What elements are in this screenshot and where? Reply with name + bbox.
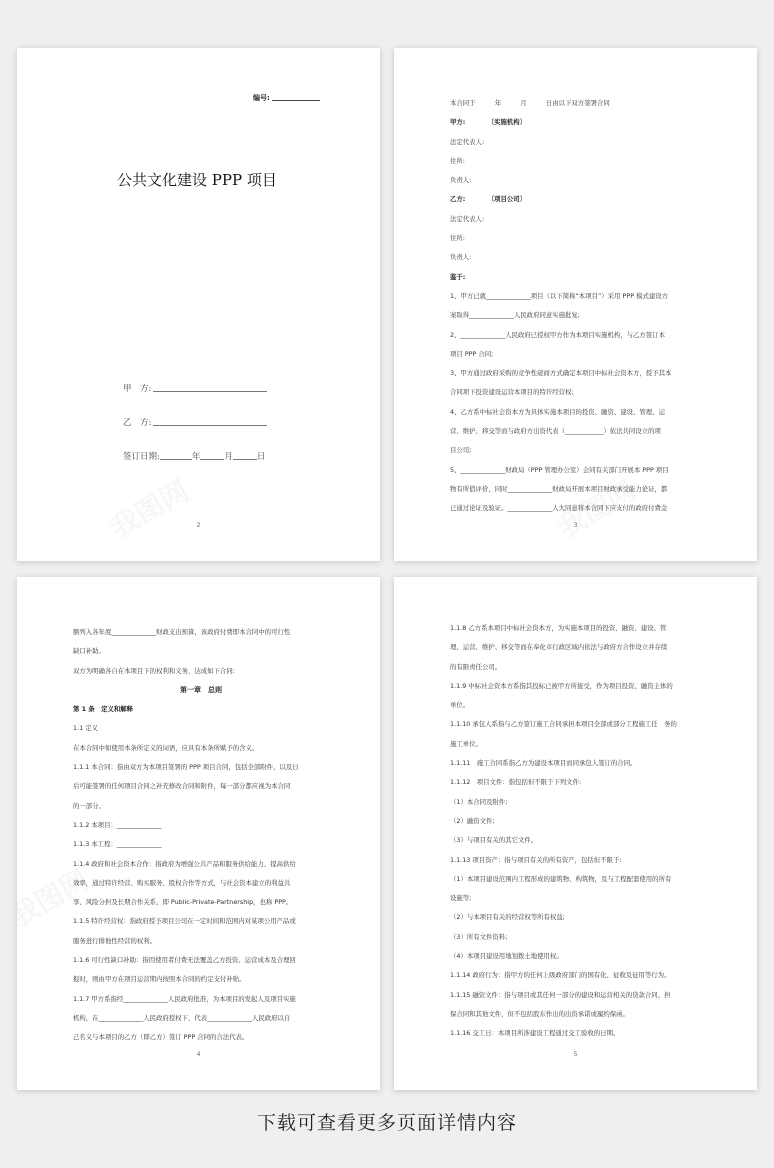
- text-line: 报时，则由甲方在项目运营期内按照本合同的约定支付补贴。: [73, 975, 246, 984]
- page-number: 4: [196, 1051, 201, 1058]
- text-line: 法定代表人:: [450, 137, 485, 146]
- text-line: 2、______________人民政府已授权甲方作为本项目实施机构，与乙方签订本: [450, 330, 665, 339]
- text-line: 服务进行排他性经营的权利。: [73, 936, 157, 945]
- text-line: 己名义与本项目的乙方（即乙方）签订 PPP 合同的合法代表。: [73, 1033, 249, 1042]
- day-label: 日: [256, 452, 266, 462]
- text-line: 法定代表人:: [450, 214, 485, 223]
- text-line: （4）本项目建设用地划拨土地使用权。: [450, 952, 563, 961]
- page-3: [394, 48, 757, 561]
- bold-text-line: 鉴于:: [450, 272, 466, 281]
- year-label: 年: [191, 452, 201, 462]
- download-more-caption: 下载可查看更多页面详情内容: [256, 1112, 517, 1134]
- sign-date-label: 签订日期:: [123, 452, 160, 462]
- text-line: 的有限责任公司。: [450, 662, 502, 671]
- text-line: 效率，通过特许经营、购买服务、股权合作等方式，与社会资本建立的利益共: [73, 878, 291, 887]
- text-line: 理、运营、维护、移交等而在奉化市行政区域内依法与政府方合作设立并存续: [450, 643, 668, 652]
- page-text: [450, 619, 706, 1044]
- text-line: 1.1 定义: [73, 724, 98, 733]
- page-text: [73, 623, 329, 1048]
- contract-code: [253, 93, 320, 103]
- page-number: 3: [573, 522, 578, 529]
- text-line: （3）与项目有关的其它文件。: [450, 836, 538, 845]
- text-line: 已通过论证及验证。______________人大同意将本合同下应支付的政府付费金: [450, 504, 668, 513]
- text-line: 合同项下投资建设运营本项目的特许经营权;: [450, 388, 574, 397]
- sign-date-row: [123, 450, 265, 462]
- party-b-label: 乙 方:: [123, 418, 152, 428]
- text-line: 设施等;: [450, 894, 472, 903]
- text-line: 1.1.12 项目文件：指包括但不限于下列文件:: [450, 778, 582, 787]
- text-line: 保合同和其他文件，但不包括股东作出的出资承诺或履约保函。: [450, 1009, 629, 1018]
- text-line: 1.1.8 乙方系本项目中标社会资本方，为实施本项目的投资、融资、建设、管: [450, 624, 667, 632]
- day-line: [233, 459, 257, 460]
- party-a-line: [153, 391, 267, 392]
- text-line: 案取得______________人民政府同意实施批复;: [450, 311, 580, 320]
- text-line: 负责人:: [450, 253, 472, 262]
- page-4: [17, 577, 380, 1090]
- text-line: 3、甲方通过政府采购的竞争性磋商方式确定本项目中标社会资本方，授予其本: [450, 369, 672, 378]
- text-line: （3）所有文件资料;: [450, 932, 508, 941]
- chapter-heading: 第一章 总则: [180, 685, 222, 694]
- text-line: （2）融资文件;: [450, 816, 495, 825]
- page-number: 2: [196, 522, 201, 529]
- text-line: 机构，在______________人民政府授权下，代表______________人民政府以自: [73, 1013, 291, 1022]
- text-line: 1.1.2 本项目：______________: [73, 820, 162, 829]
- text-line: 的一部分。: [73, 801, 105, 810]
- text-line: 1.1.3 本工程：______________: [73, 840, 162, 849]
- text-line: 住所:: [450, 156, 465, 165]
- text-line: 1.1.1 本合同：指由双方为本项目签署的 PPP 项目合同，包括全部附件，以及日: [73, 763, 299, 772]
- party-a-label: 甲 方:: [123, 384, 152, 394]
- text-line: 1.1.13 项目资产：指与项目有关的所有资产，包括但不限于:: [450, 855, 622, 864]
- text-line: 1.1.11 施工合同系指乙方为建设本项目而同承包人签订的合同。: [450, 759, 637, 768]
- text-line: 额列入各年度______________财政支出预算，该政府付费即本合同中的可行性: [73, 628, 291, 636]
- text-line: 单位。: [450, 701, 470, 710]
- text-line: 物有所值评价，同时______________财政局开展本项目财政承受能力论证，都: [450, 484, 668, 493]
- text-line: 本合同于 年 月 日由以下双方签署合同: [450, 99, 610, 107]
- text-line: 在本合同中如使用本条所定义的词语，应具有本条所赋予的含义。: [73, 743, 259, 752]
- month-label: 月: [224, 452, 233, 462]
- bold-text-line: 第 1 条 定义和解释: [73, 705, 134, 714]
- text-line: 双方为明确各自在本项目下的权利和义务，达成如下合同:: [73, 666, 235, 675]
- text-line: 项目 PPP 合同;: [450, 349, 494, 358]
- party-a-row: [123, 382, 267, 394]
- text-line: 1.1.15 融资文件：指与项目或其任何一部分的建设和运营相关的贷款合同、担: [450, 990, 671, 999]
- bold-text-line: 乙方: 〔项目公司〕: [450, 195, 527, 204]
- page-5: [394, 577, 757, 1090]
- month-line: [200, 459, 224, 460]
- page-text: [450, 94, 706, 519]
- text-line: 1.1.5 特许经营权：指政府授予项目公司在一定时间和范围内对某项公用产品或: [73, 917, 296, 926]
- text-line: 1、甲方已就______________项目（以下简称“本项目”）采用 PPP 模式建设方: [450, 291, 669, 300]
- party-b-line: [153, 425, 267, 426]
- text-line: 目公司;: [450, 446, 472, 455]
- text-line: 1.1.10 承包人系指与乙方签订施工合同承担本项目全部或部分工程施工任 务的: [450, 720, 677, 729]
- watermark: [103, 470, 196, 547]
- text-line: （1）本项目建设范围内工程形成的建筑物、构筑物，及与工程配套使用的所有: [450, 874, 672, 883]
- text-line: 负责人:: [450, 176, 472, 185]
- text-line: 住所:: [450, 234, 465, 243]
- text-line: 4、乙方系中标社会资本方为具体实施本项目的投资、融资、建设、管理、运: [450, 407, 665, 416]
- text-line: 1.1.7 甲方系指经______________人民政府批准，为本项目的发起人及项目实施: [73, 994, 296, 1003]
- text-line: 后可能签署的任何项目合同之补充修改合同和附件，每一部分都应视为本合同: [73, 782, 291, 791]
- text-line: 享、风险分担及长期合作关系，即 Public-Private-Partnership，也称 PPP。: [73, 898, 293, 907]
- document-title: 公共文化建设 PPP 项目: [117, 171, 277, 189]
- text-line: 5、______________财政局（PPP 管理办公室）会同有关部门开展本 PPP 项目: [450, 465, 669, 474]
- party-b-row: [123, 416, 267, 428]
- page-cover: [17, 48, 380, 561]
- bold-text-line: 甲方: 〔实施机构〕: [450, 118, 527, 127]
- text-line: 1.1.9 中标社会资本方系指其投标已被甲方所接受，作为项目投资、融资主体的: [450, 681, 673, 690]
- contract-code-line: [272, 100, 320, 101]
- text-line: （1）本合同及附件;: [450, 797, 508, 806]
- text-line: （2）与本项目有关的经营权等所有权益;: [450, 913, 565, 922]
- year-line: [160, 459, 192, 460]
- page-number: 5: [573, 1051, 578, 1058]
- text-line: 施工单位。: [450, 739, 482, 748]
- contract-code-label: 编号:: [253, 94, 270, 102]
- text-line: 1.1.6 可行性缺口补助：指因使用者付费无法覆盖乙方投资、运营成本及合理回: [73, 956, 296, 965]
- text-line: 1.1.14 政府行为：指甲方的任何上级政府部门的国有化、征收及征用等行为。: [450, 971, 671, 980]
- text-line: 缺口补助。: [73, 647, 105, 656]
- text-line: 1.1.4 政府和社会资本合作：指政府为增强公共产品和服务供给能力、提高供给: [73, 859, 296, 868]
- text-line: 营、维护、移交等而与政府方出资代表（____________）依法共同设立的项: [450, 427, 661, 436]
- text-line: 1.1.16 交工日：本项目所涉建设工程通过交工验收的日期。: [450, 1029, 620, 1038]
